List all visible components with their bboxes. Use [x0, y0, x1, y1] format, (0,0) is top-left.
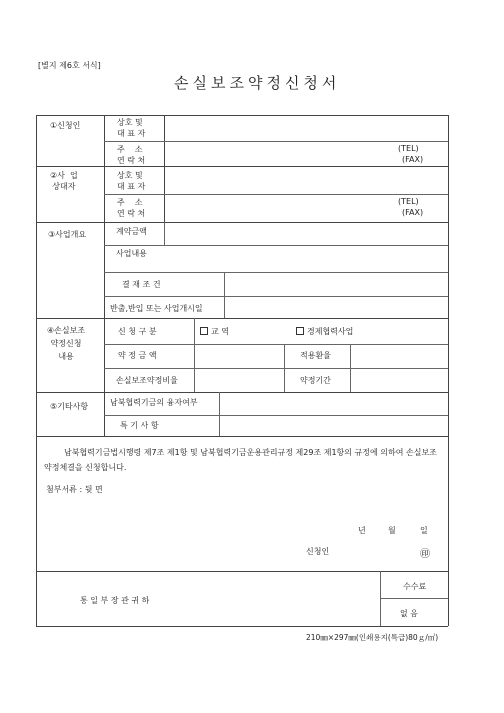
- subsidy-ratio-label: 손실보조약정비율: [116, 376, 178, 385]
- payment-terms-label: 결 재 조 건: [122, 280, 161, 289]
- col-divider: [380, 571, 381, 626]
- row-divider: [104, 272, 448, 273]
- business-content-label: 사업내용: [116, 249, 147, 258]
- amount-label: 약 정 금 액: [118, 351, 157, 360]
- special-notes-label: 특 기 사 항: [120, 421, 159, 430]
- business-label: ③사업개요: [48, 230, 87, 239]
- checkbox-icon[interactable]: [200, 327, 208, 335]
- counterpart-address-label: 주 소 연 락 처: [117, 198, 146, 218]
- col-divider: [224, 272, 225, 318]
- row-divider: [104, 245, 448, 246]
- section-divider: [36, 222, 448, 223]
- declaration-text: 남북협력기금법시행령 제7조 제1항 및 남북협력기금운용관리규정 제29조 제1항의 규정에 의하여 손실보조약정체결을 신청합니다.: [44, 448, 437, 472]
- fund-loan-label: 남북협력기금의 융자여부: [110, 398, 198, 407]
- col-divider: [219, 392, 220, 436]
- row-divider: [104, 296, 448, 297]
- fee-value: 없 음: [400, 609, 418, 618]
- section-divider: [36, 436, 448, 437]
- row-divider: [104, 415, 448, 416]
- option-economic-coop[interactable]: [296, 326, 353, 337]
- row-divider: [104, 194, 448, 195]
- form-title: 손실보조약정신청서: [174, 74, 341, 92]
- attachment-text: 첨부서류 : 뒷 면: [46, 485, 103, 494]
- form-number: [별지 제6호 서식]: [38, 61, 101, 70]
- date-year: 년: [358, 526, 366, 535]
- table-right-border: [448, 115, 449, 626]
- row-divider: [104, 141, 448, 142]
- exchange-rate-label: 적용환율: [300, 351, 331, 360]
- applicant-fax: (FAX): [402, 155, 424, 164]
- counterpart-label: ②사 업 상대자: [50, 171, 78, 191]
- section-divider: [36, 318, 448, 319]
- contract-amount-label: 계약금액: [116, 227, 147, 236]
- row-divider: [104, 344, 448, 345]
- col-divider: [164, 222, 165, 246]
- fee-label: 수수료: [403, 582, 427, 591]
- row-divider: [380, 598, 448, 599]
- loss-subsidy-label: ④손실보조 약정신청 내용: [47, 326, 86, 361]
- option-trade[interactable]: [200, 326, 229, 337]
- applicant-label: ①신청인: [50, 121, 81, 130]
- table-bottom-border: [36, 626, 448, 627]
- recipient: 통 일 부 장 관 귀 하: [80, 596, 150, 605]
- start-date-label: 반출,반입 또는 사업개시일: [110, 304, 203, 313]
- label-column-divider: [104, 115, 105, 436]
- section-divider: [36, 392, 448, 393]
- seal-icon: ㊞: [420, 549, 430, 560]
- date-month: 월: [388, 526, 396, 535]
- counterpart-tel: (TEL): [398, 197, 419, 206]
- period-label: 약정기간: [300, 376, 331, 385]
- date-day: 일: [420, 526, 428, 535]
- col-divider: [194, 318, 195, 392]
- category-label: 신 청 구 분: [118, 327, 157, 336]
- checkbox-icon[interactable]: [296, 327, 304, 335]
- applicant-sign-label: 신청인: [306, 547, 330, 556]
- section-divider: [36, 571, 448, 572]
- table-top-border: [36, 115, 448, 116]
- sublabel-column-divider: [164, 115, 165, 222]
- option-trade-label: 교 역: [211, 327, 229, 336]
- counterpart-name-label: 상호 및 대 표 자: [117, 171, 146, 191]
- col-divider: [350, 344, 351, 392]
- option-coop-label: 경제협력사업: [307, 327, 354, 336]
- applicant-tel: (TEL): [398, 144, 419, 153]
- applicant-name-label: 상호 및 대 표 자: [117, 118, 146, 138]
- row-divider: [104, 368, 448, 369]
- paper-spec: 210㎜×297㎜(인쇄용지(특급)80ｇ/㎡): [306, 633, 439, 642]
- table-left-border: [36, 115, 37, 626]
- section-divider: [36, 166, 448, 167]
- applicant-address-label: 주 소 연 락 처: [117, 145, 146, 165]
- col-divider: [284, 344, 285, 392]
- counterpart-fax: (FAX): [402, 208, 424, 217]
- other-label: ⑤기타사항: [50, 402, 89, 411]
